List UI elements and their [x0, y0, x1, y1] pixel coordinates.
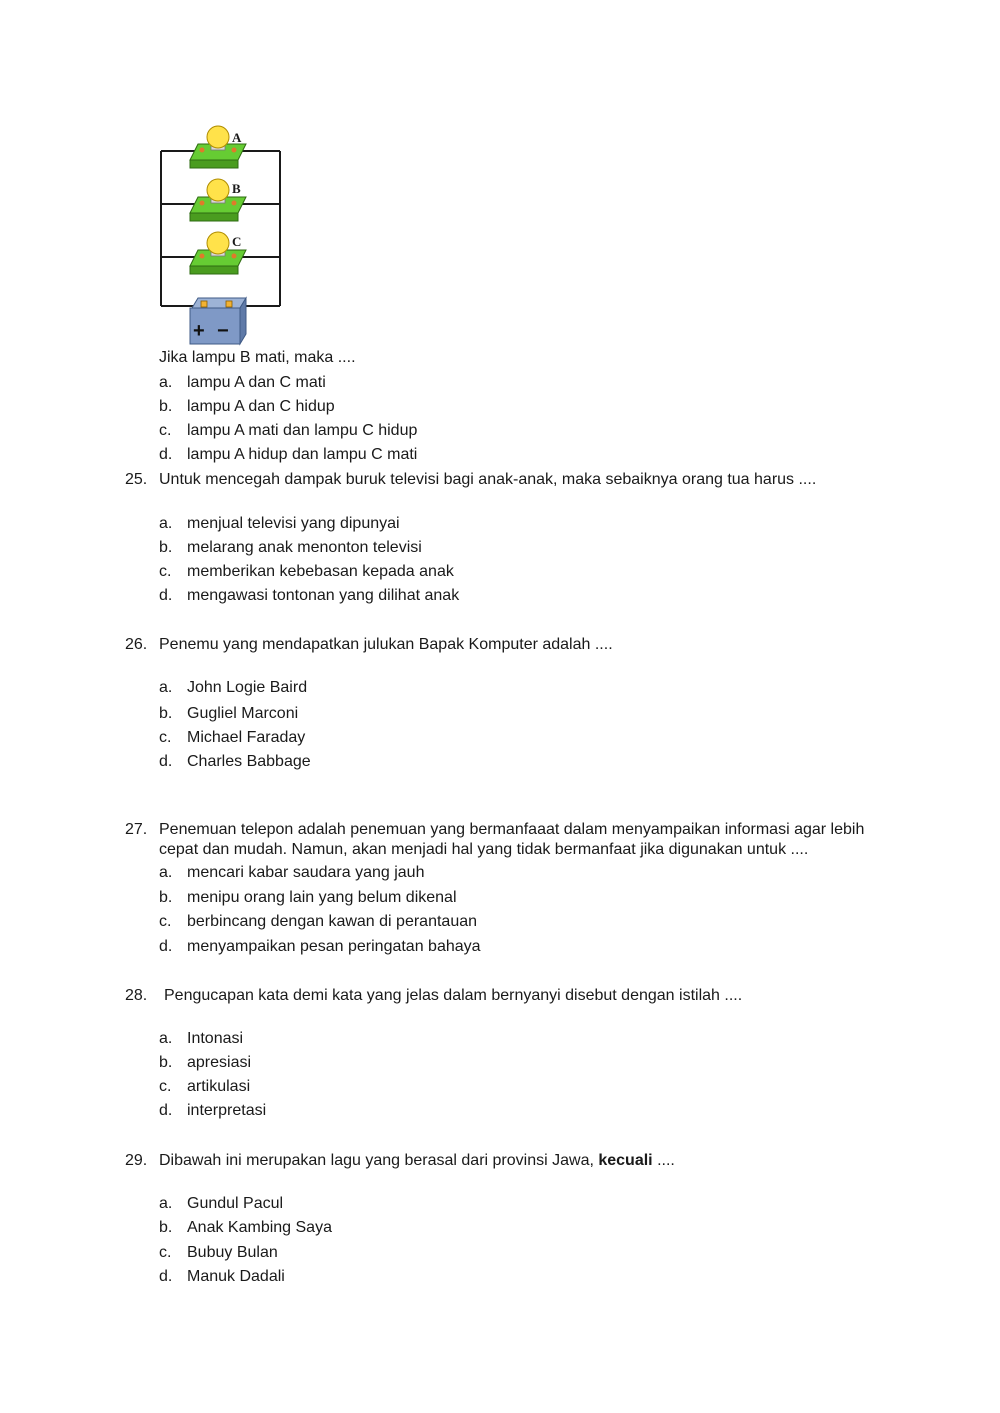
q26-option-b-letter: b. — [159, 705, 173, 722]
q27-stem-line1: Penemuan telepon adalah penemuan yang bermanfaaat dalam menyampaikan informasi agar lebih — [159, 821, 865, 838]
q24-option-d-letter: d. — [159, 446, 173, 463]
q26-option-d-letter: d. — [159, 753, 173, 770]
q26-option-d: Charles Babbage — [187, 753, 311, 770]
q24-stem: Jika lampu B mati, maka .... — [159, 349, 356, 366]
q28-option-b-letter: b. — [159, 1054, 173, 1071]
q29-option-a-letter: a. — [159, 1195, 173, 1212]
lamp-a — [190, 126, 246, 168]
q25-option-b-letter: b. — [159, 539, 173, 556]
lamp-b — [190, 179, 246, 221]
q25-option-c: memberikan kebebasan kepada anak — [187, 563, 454, 580]
q26-stem: Penemu yang mendapatkan julukan Bapak Komputer adalah .... — [159, 636, 613, 653]
q24-option-c: lampu A mati dan lampu C hidup — [187, 422, 418, 439]
q29-option-a: Gundul Pacul — [187, 1195, 284, 1212]
circuit-wires — [161, 151, 280, 306]
q26-option-c: Michael Faraday — [187, 729, 306, 746]
q24-option-d: lampu A hidup dan lampu C mati — [187, 446, 418, 463]
q24-option-b-letter: b. — [159, 398, 173, 415]
q25-option-b: melarang anak menonton televisi — [187, 539, 422, 556]
q29-stem-ellipsis: .... — [652, 1152, 675, 1169]
q27-option-b: menipu orang lain yang belum dikenal — [187, 889, 457, 906]
q28-option-d: interpretasi — [187, 1102, 267, 1119]
q28-option-a: Intonasi — [187, 1030, 244, 1047]
q25-stem: Untuk mencegah dampak buruk televisi bagi anak-anak, maka sebaiknya orang tua harus .... — [159, 471, 817, 488]
battery — [190, 298, 246, 344]
lamp-c — [190, 232, 246, 274]
q25-option-d: mengawasi tontonan yang dilihat anak — [187, 587, 460, 604]
q28-number: 28. — [125, 987, 148, 1004]
q25-number: 25. — [125, 471, 148, 488]
q28-option-c: artikulasi — [187, 1078, 251, 1095]
q26-number: 26. — [125, 636, 148, 653]
q29-stem — [159, 1151, 675, 1171]
q26-option-a-letter: a. — [159, 679, 173, 696]
q28-option-b: apresiasi — [187, 1054, 252, 1071]
q26-option-a: John Logie Baird — [187, 679, 308, 696]
q27-number: 27. — [125, 821, 148, 838]
q28-option-c-letter: c. — [159, 1078, 172, 1095]
q29-option-d-letter: d. — [159, 1268, 173, 1285]
q27-option-a-letter: a. — [159, 864, 173, 881]
q25-option-d-letter: d. — [159, 587, 173, 604]
q27-option-b-letter: b. — [159, 889, 173, 906]
lamp-a-label: A — [232, 130, 242, 145]
q28-stem: Pengucapan kata demi kata yang jelas dalam bernyanyi disebut dengan istilah .... — [164, 987, 743, 1004]
q24-option-a-letter: a. — [159, 374, 173, 391]
q28-option-a-letter: a. — [159, 1030, 173, 1047]
lamp-c-label: C — [232, 234, 242, 249]
q28-option-d-letter: d. — [159, 1102, 173, 1119]
q29-stem-text: Dibawah ini merupakan lagu yang berasal dari provinsi Jawa, — [159, 1152, 599, 1169]
lamp-b-label: B — [232, 181, 241, 196]
q27-option-c-letter: c. — [159, 913, 172, 930]
q26-option-c-letter: c. — [159, 729, 172, 746]
q24-option-b: lampu A dan C hidup — [187, 398, 335, 415]
battery-minus-label: − — [217, 320, 229, 342]
q27-stem-line2: cepat dan mudah. Namun, akan menjadi hal yang tidak bermanfaat jika digunakan untuk .... — [159, 841, 809, 858]
q29-option-b-letter: b. — [159, 1219, 173, 1236]
q24-option-a: lampu A dan C mati — [187, 374, 326, 391]
q29-option-c-letter: c. — [159, 1244, 172, 1261]
q27-option-c: berbincang dengan kawan di perantauan — [187, 913, 478, 930]
q26-option-b: Gugliel Marconi — [187, 705, 299, 722]
q27-option-a: mencari kabar saudara yang jauh — [187, 864, 425, 881]
q29-option-c: Bubuy Bulan — [187, 1244, 278, 1261]
q27-option-d-letter: d. — [159, 938, 173, 955]
q29-number: 29. — [125, 1152, 148, 1169]
q25-option-a: menjual televisi yang dipunyai — [187, 515, 400, 532]
q25-option-c-letter: c. — [159, 563, 172, 580]
q29-option-d: Manuk Dadali — [187, 1268, 285, 1285]
parallel-circuit-diagram — [150, 118, 290, 350]
q29-stem-emphasis: kecuali — [598, 1152, 653, 1169]
q24-option-c-letter: c. — [159, 422, 172, 439]
q29-option-b: Anak Kambing Saya — [187, 1219, 332, 1236]
battery-plus-label: + — [193, 320, 205, 342]
q25-option-a-letter: a. — [159, 515, 173, 532]
q27-option-d: menyampaikan pesan peringatan bahaya — [187, 938, 481, 955]
